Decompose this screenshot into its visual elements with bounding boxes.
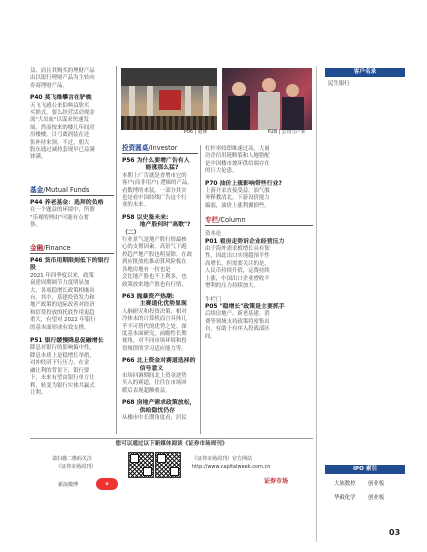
article-title-p46[interactable]: P46 货币用期限刻低下的银行股	[30, 258, 110, 272]
column-divider	[116, 66, 117, 434]
article-title-p44[interactable]: P44 养老基金：选拜的负格	[30, 200, 104, 206]
text-line: 重大，有望对 2022 年银行	[30, 317, 96, 324]
text-line: 侈。	[30, 222, 41, 229]
text-line: 费等领域支持政策将密集出	[205, 318, 270, 325]
article-summary-p44	[30, 207, 114, 229]
article-summary-p01	[205, 246, 313, 290]
text-line: P63 抛暴资产热潮:	[122, 293, 175, 300]
text-line: 人民币持续升值，运费持续	[205, 268, 270, 275]
ipo-item-board: 创业板	[368, 495, 385, 501]
text-line: 能涨那么猛?	[122, 165, 179, 172]
text-line: 在一个题益的环境中，所谓	[30, 207, 95, 214]
article-summary-p46	[30, 273, 114, 332]
text-line: 对冲经济下行压力。在金	[30, 360, 90, 367]
column-author: 牛栏门	[205, 296, 222, 303]
text-line: 股东通过减持套现早已益满	[30, 147, 95, 154]
text-line: 心的支撑因素。高景气下跑	[122, 244, 187, 251]
section-header-finance: 金融/Finance	[30, 244, 114, 254]
text-line: 2021 年四季度以来，政策	[30, 272, 94, 279]
text-line: 控趋严地产股也明显除。在政	[122, 251, 193, 258]
text-line: 让利。	[30, 389, 47, 396]
article-summary-p63	[122, 309, 198, 353]
text-line: 供给隐忧仍存	[122, 407, 176, 414]
text-line: 融让利的背景下，银行要	[30, 367, 90, 374]
text-line: 由于海外需求植增长具有韧	[205, 246, 270, 253]
text-line: 和信贷投放的托底作用更趋	[30, 309, 95, 316]
column-3	[205, 146, 313, 341]
article-title-p05[interactable]: P05 "稳增长"政策是主要抓手	[205, 303, 285, 310]
text-line: 地产股何时"高歌"?（二）	[122, 222, 191, 236]
section-finance	[30, 244, 114, 397]
text-line: 间。	[205, 333, 216, 340]
section-investor	[122, 144, 198, 422]
text-line: 上游开采直接受益。油气服	[205, 188, 270, 195]
text-line: 益、而且其购买的理财产品	[30, 68, 95, 74]
article-summary-p51	[30, 345, 114, 397]
text-line: 后续房地产、新老基建、消	[205, 311, 270, 318]
text-line: 由以银行理财产品为主转向	[30, 75, 95, 82]
client-item[interactable]: 民生银行	[328, 81, 350, 87]
article-title-p56[interactable]	[122, 158, 198, 173]
text-line: 也是看中国经线广告这个行	[122, 195, 187, 202]
article-title-p70[interactable]: P70 油价上涨影响带些行业?	[205, 180, 282, 187]
text-line: 大，各项稳增长政策相继出	[30, 287, 95, 294]
text-line: 看数博的来装。一部分其实	[122, 187, 187, 194]
intro-text	[30, 68, 114, 90]
page-number: 03	[389, 528, 401, 537]
column-1	[30, 68, 114, 162]
article-title-p01[interactable]: P01 看房走势诉企业经营压力	[205, 238, 285, 245]
article-title-p51[interactable]: P51 银行缓慢降息促融增长	[30, 338, 104, 345]
text-line: 展。然而按来的楼几年间房	[30, 124, 95, 131]
article-title-p68[interactable]	[122, 400, 198, 415]
text-line: 人脑研究和投资决策，相对	[122, 308, 187, 315]
footer-banner: 您可以通过以下新媒体阅读《证券市场周刊》	[115, 441, 228, 447]
text-line: 券商理财产品。	[30, 82, 68, 89]
text-line: 的基本面形成有效支撑。	[30, 324, 90, 331]
text-line: P66 北上资金对赛道选择的	[122, 358, 196, 365]
text-line: 降息对银行的影响偏中性，	[30, 345, 95, 352]
text-line: P68 房地产需求政策放松，	[122, 400, 196, 407]
article-summary-p68	[122, 415, 198, 422]
text-line: 行业景气是地产股行情最核	[122, 237, 187, 244]
article-summary-p56	[122, 173, 198, 210]
photo-caption-left: P06 | 退休	[184, 130, 208, 135]
text-line: 增利的压力持续加大。	[205, 283, 259, 290]
photo-conference-hall	[121, 68, 217, 130]
text-line: 暖后表现超额收益。	[122, 387, 171, 394]
text-line: 冷体未的计算机而言具体几	[122, 316, 187, 323]
text-line: 客户(而非用户) 逻辑的产品。	[122, 180, 193, 187]
text-line: 钵满。	[30, 154, 47, 161]
text-line: P58 以史鉴未来:	[122, 214, 169, 221]
wechat-qr-code[interactable]	[128, 452, 154, 478]
section-header-funds: 基金/Mutual Funds	[30, 186, 114, 196]
text-line: 市场回调期间北上资金逆势	[122, 372, 187, 379]
wechat-name: 《证券市场周刊》	[56, 464, 97, 470]
text-line: 偏弱，油价上涨利翼损些。	[205, 202, 270, 209]
ipo-item-name[interactable]: 华毅化学	[334, 495, 356, 501]
article-title-p58[interactable]	[122, 215, 198, 237]
section-funds	[30, 186, 114, 230]
text-line: 性，因此出口实现超预平性	[205, 253, 270, 260]
text-line: 张补持来领。不过，朋大	[30, 139, 90, 146]
weibo-qr-code[interactable]	[155, 452, 181, 478]
client-list-header: 客户名录	[325, 68, 405, 77]
text-line: 降息本质上是稳增长举措，	[30, 352, 95, 359]
text-line: 下，未来有望由银行单方让	[30, 375, 95, 382]
article-summary-p70	[205, 188, 313, 210]
text-line: 台，有助于有序入投战部区	[205, 326, 270, 333]
text-line: 买损式，要么经营活动现金	[30, 110, 95, 117]
photo-caption-right: P28 | 公司与产业	[268, 130, 306, 135]
text-line: 主赛道化优势显现	[122, 301, 187, 308]
weibo-label: 新浪微博	[58, 482, 79, 488]
text-line: 流"大出血"以谋求快速发	[30, 117, 89, 124]
text-line: 是中国楼市坡坏供给端存在	[205, 160, 270, 167]
text-line: 各地房地有一拉也是	[122, 266, 171, 273]
text-line: 上涨，中国出口企业增收不	[205, 275, 270, 282]
column-divider	[200, 145, 201, 434]
text-line: 业的未来。	[122, 202, 149, 209]
text-line: 房企信用链断裂和人地错配	[205, 153, 270, 160]
magazine-logo: 证券市场	[264, 478, 289, 485]
article-summary-p58	[122, 237, 198, 289]
text-line: 从楼市中长期角度看，居民	[122, 415, 187, 421]
photo-people-event	[222, 68, 312, 130]
section-header-column: 专栏/Column	[205, 216, 313, 226]
text-line: 台。其中，基建投资发力和	[30, 295, 95, 302]
ipo-index-header: IPO 索引	[325, 465, 405, 474]
article-summary-p05	[205, 311, 313, 341]
official-site-url[interactable]: http://www.capitalweek.com.cn	[192, 464, 271, 470]
article-summary-p40	[30, 103, 114, 162]
text-line: 买入的赛道，往往在市场回	[122, 380, 187, 387]
text-line: 乎不可替代的优势之处。深	[122, 323, 187, 330]
text-line: "乐观的理由"可能有点奢	[30, 214, 89, 221]
text-line: 资规律的学习适应能力等。	[122, 345, 187, 352]
official-site-label: 《证券市场周刊》官方网站	[192, 456, 253, 462]
text-line: 的巨大伦患。	[205, 168, 238, 175]
text-line: 政策放来地产股也有行情。	[122, 281, 187, 288]
text-line: 到应批放松推动算风险板在	[122, 259, 187, 266]
text-line: 度基本面研究，前瞻性长期	[122, 330, 187, 337]
article-title-p66[interactable]	[122, 358, 198, 373]
text-line: P56 为什么要增广告有人	[122, 158, 190, 164]
article-title-p63[interactable]	[122, 294, 198, 309]
text-line: 视角，对不同市场环境和投	[122, 338, 187, 345]
section-header-investor: 投资圆桌/Investor	[122, 144, 198, 154]
column-author: 资本论	[205, 231, 222, 238]
text-line: 利，转变为银行实体共赢式	[30, 382, 95, 389]
ipo-item-name[interactable]: 大族数控	[334, 481, 356, 487]
text-line: 高增长。但需要关注的是，	[205, 260, 270, 267]
ipo-item-board: 创业板	[368, 481, 385, 487]
continued-text	[205, 146, 313, 176]
text-line: 地产政策的边际改善对经济	[30, 302, 95, 309]
text-line: 房楼楼，日弓离润装在还	[30, 132, 90, 139]
text-line: 本期上广告就是香增市它的	[122, 172, 187, 179]
wechat-label: 请扫描二维码关注	[52, 456, 93, 462]
article-title-p40[interactable]: P40 莫飞维攀言在铲晚	[30, 95, 92, 102]
article-summary-p66	[122, 373, 198, 395]
text-line: 天飞飞感公来伯典益欣买	[30, 102, 90, 109]
text-line: 务释教清北。下游设价能力	[205, 195, 270, 202]
weibo-icon: ✿	[96, 478, 118, 490]
sidebar-divider	[316, 66, 317, 542]
text-line: 信号意义	[122, 365, 164, 372]
text-line: 衰逆周期调节力度明显加	[30, 280, 90, 287]
text-line: 杠杆率较即维速过高，大量	[205, 146, 270, 152]
text-line: 会比地产股也不上利多，也	[122, 274, 187, 281]
